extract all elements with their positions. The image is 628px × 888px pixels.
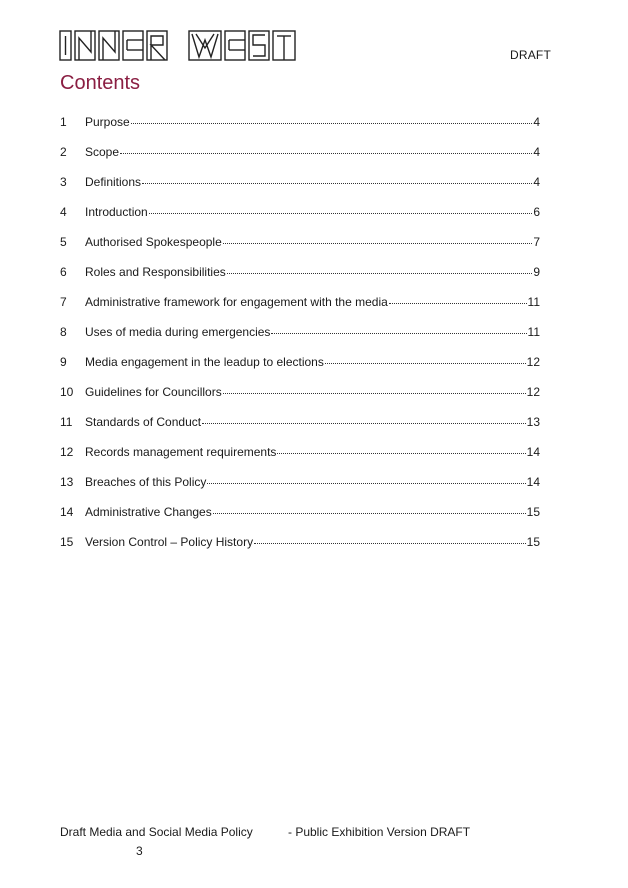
toc-entry[interactable] bbox=[60, 415, 540, 445]
toc-entry-number: 6 bbox=[60, 265, 67, 279]
toc-dot-leader bbox=[227, 273, 533, 274]
toc-entry[interactable] bbox=[60, 175, 540, 205]
toc-dot-leader bbox=[277, 453, 525, 454]
toc-dot-leader bbox=[131, 123, 533, 124]
toc-dot-leader bbox=[389, 303, 527, 304]
toc-entry-title[interactable]: Roles and Responsibilities bbox=[85, 265, 226, 279]
toc-entry-title[interactable]: Guidelines for Councillors bbox=[85, 385, 222, 399]
toc-dot-leader bbox=[223, 243, 533, 244]
toc-entry-title[interactable]: Authorised Spokespeople bbox=[85, 235, 222, 249]
toc-entry-number: 15 bbox=[60, 535, 74, 549]
toc-entry-number: 7 bbox=[60, 295, 67, 309]
toc-entry[interactable] bbox=[60, 325, 540, 355]
toc-entry-number: 10 bbox=[60, 385, 74, 399]
toc-entry-page: 15 bbox=[526, 505, 540, 519]
toc-entry-number: 3 bbox=[60, 175, 67, 189]
toc-entry-title[interactable]: Standards of Conduct bbox=[85, 415, 202, 429]
toc-entry-page: 11 bbox=[527, 325, 540, 339]
toc-entry-page: 4 bbox=[533, 175, 540, 189]
footer-page-number: 3 bbox=[136, 844, 143, 858]
toc-entry-title[interactable]: Records management requirements bbox=[85, 445, 277, 459]
toc-entry[interactable] bbox=[60, 385, 540, 415]
toc-dot-leader bbox=[149, 213, 533, 214]
toc-entry-title[interactable]: Media engagement in the leadup to elections bbox=[85, 355, 324, 369]
toc-dot-leader bbox=[213, 513, 526, 514]
toc-entry[interactable] bbox=[60, 445, 540, 475]
inner-west-logo bbox=[59, 30, 297, 61]
toc-entry-title[interactable]: Definitions bbox=[85, 175, 142, 189]
toc-entry-number: 8 bbox=[60, 325, 67, 339]
toc-entry-page: 4 bbox=[533, 145, 540, 159]
inner-west-wordmark bbox=[59, 30, 297, 61]
toc-entry-page: 14 bbox=[526, 475, 540, 489]
toc-entry-page: 6 bbox=[533, 205, 540, 219]
toc-entry[interactable] bbox=[60, 475, 540, 505]
toc-entry-page: 7 bbox=[533, 235, 540, 249]
toc-entry-page: 4 bbox=[533, 115, 540, 129]
toc-entry[interactable] bbox=[60, 145, 540, 175]
toc-entry-page: 12 bbox=[526, 385, 540, 399]
toc-dot-leader bbox=[207, 483, 525, 484]
toc-entry[interactable] bbox=[60, 235, 540, 265]
toc-entry-number: 1 bbox=[60, 115, 67, 129]
toc-entry-page: 9 bbox=[533, 265, 540, 279]
toc-entry-page: 15 bbox=[526, 535, 540, 549]
toc-entry[interactable] bbox=[60, 355, 540, 385]
toc-dot-leader bbox=[325, 363, 526, 364]
toc-entry-title[interactable]: Administrative framework for engagement with the media bbox=[85, 295, 388, 309]
toc-entry-page: 14 bbox=[526, 445, 540, 459]
footer-version-label: - Public Exhibition Version DRAFT bbox=[288, 825, 471, 839]
table-of-contents bbox=[60, 115, 540, 565]
toc-entry-number: 2 bbox=[60, 145, 67, 159]
toc-entry[interactable] bbox=[60, 535, 540, 565]
toc-entry-number: 4 bbox=[60, 205, 67, 219]
toc-entry-page: 13 bbox=[526, 415, 540, 429]
draft-status-label: DRAFT bbox=[510, 48, 551, 62]
toc-dot-leader bbox=[271, 333, 526, 334]
toc-entry-number: 12 bbox=[60, 445, 74, 459]
toc-dot-leader bbox=[254, 543, 526, 544]
toc-entry-title[interactable]: Scope bbox=[85, 145, 120, 159]
toc-entry-number: 11 bbox=[60, 415, 73, 429]
toc-entry-page: 11 bbox=[527, 295, 540, 309]
toc-dot-leader bbox=[142, 183, 532, 184]
toc-entry[interactable] bbox=[60, 505, 540, 535]
footer-document-title: Draft Media and Social Media Policy bbox=[60, 825, 253, 839]
toc-dot-leader bbox=[120, 153, 532, 154]
toc-entry[interactable] bbox=[60, 265, 540, 295]
toc-entry-title[interactable]: Version Control – Policy History bbox=[85, 535, 254, 549]
toc-entry-title[interactable]: Uses of media during emergencies bbox=[85, 325, 271, 339]
toc-entry-number: 9 bbox=[60, 355, 67, 369]
toc-entry-number: 13 bbox=[60, 475, 74, 489]
toc-entry-page: 12 bbox=[526, 355, 540, 369]
toc-entry[interactable] bbox=[60, 295, 540, 325]
toc-entry-number: 14 bbox=[60, 505, 74, 519]
toc-entry[interactable] bbox=[60, 115, 540, 145]
toc-entry-number: 5 bbox=[60, 235, 67, 249]
toc-dot-leader bbox=[202, 423, 526, 424]
contents-heading: Contents bbox=[60, 72, 141, 94]
toc-entry-title[interactable]: Introduction bbox=[85, 205, 148, 219]
toc-entry-title[interactable]: Purpose bbox=[85, 115, 130, 129]
toc-entry-title[interactable]: Administrative Changes bbox=[85, 505, 212, 519]
toc-entry-title[interactable]: Breaches of this Policy bbox=[85, 475, 207, 489]
toc-entry[interactable] bbox=[60, 205, 540, 235]
toc-dot-leader bbox=[223, 393, 526, 394]
